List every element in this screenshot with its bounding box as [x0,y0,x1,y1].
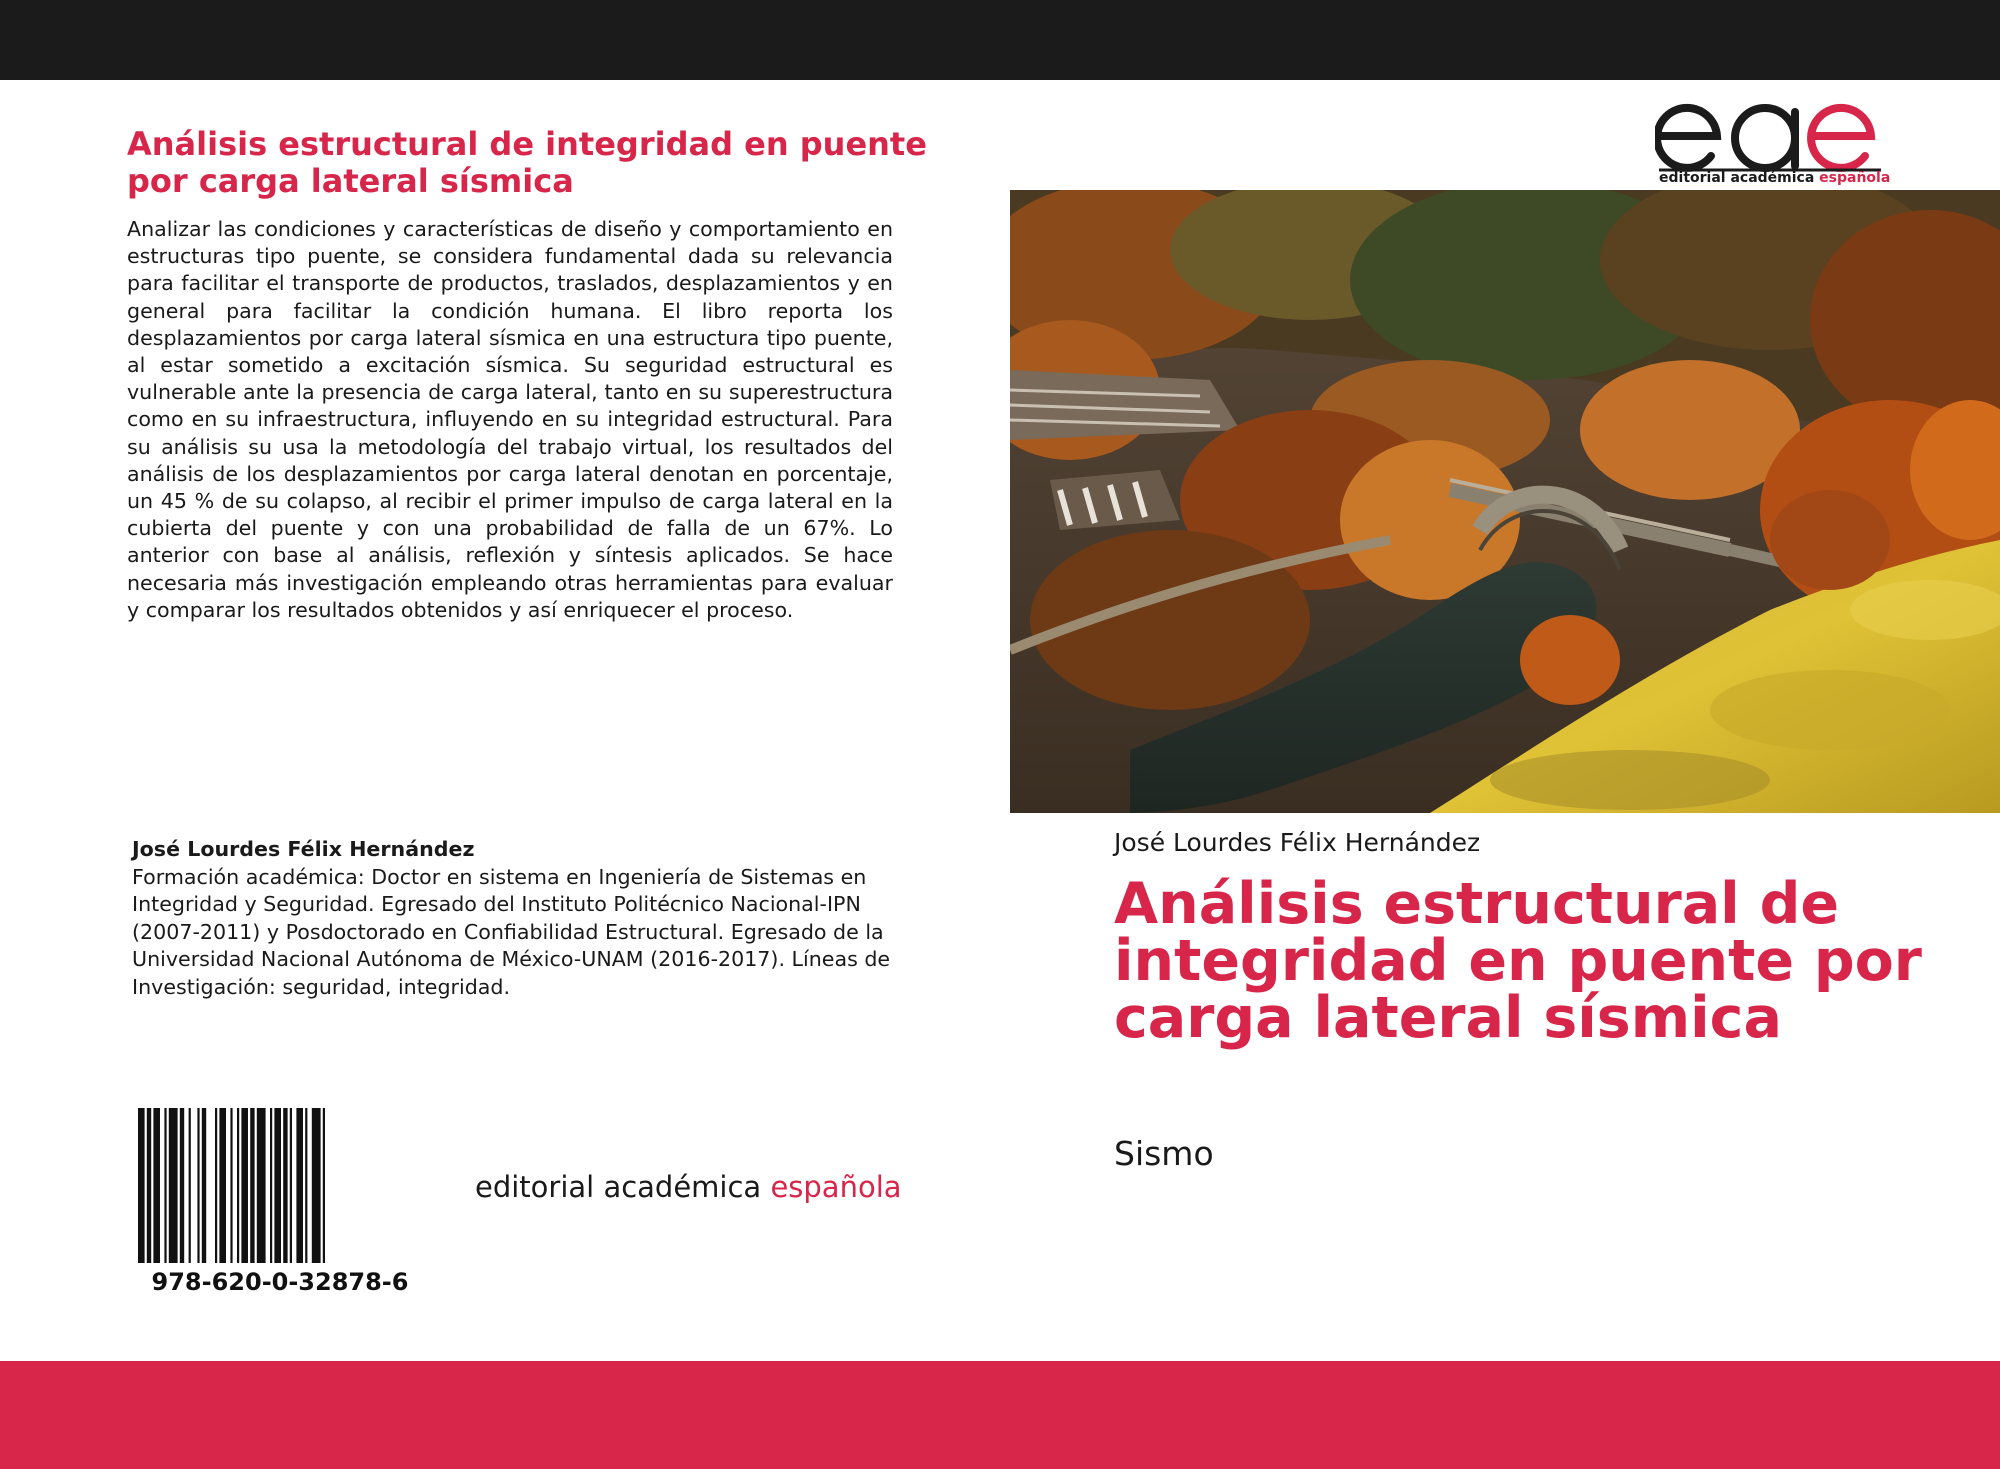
bottom-bar [0,1361,2000,1469]
front-cover-subtitle: Sismo [1114,1134,1214,1173]
cover-photo [1010,190,2000,813]
front-author-name: José Lourdes Félix Hernández [1114,828,1481,857]
logo-caption [1659,170,1890,186]
logo-caption-part2: española [1819,170,1891,186]
top-bar [0,0,2000,80]
publisher-logo [1655,96,1891,191]
bridge-landscape-image [1010,190,2000,813]
barcode-icon [138,1108,428,1263]
back-cover-title: Análisis estructural de integridad en puente por carga lateral sísmica [127,125,927,200]
publisher-name-part2: española [770,1170,902,1204]
author-block [132,836,902,1002]
logo-caption-part1: editorial académica [1659,170,1820,186]
front-cover-title: Análisis estructural de integridad en puente por carga lateral sísmica [1114,871,1922,1051]
back-publisher-name [475,1170,902,1204]
barcode-block [130,1108,430,1298]
back-author-bio: Formación académica: Doctor en sistema en Ingeniería de Sistemas en Integridad y Seguridad. Egresado del Instituto Politécnico Nacional-IPN (2007-2011) y Posdoctorado en Confiabilidad Estructural. Egresado de la Universidad Nacional Autónoma de México-UNAM (2016-2017). Líneas de Investigación: seguridad, integridad. [132,864,891,999]
back-author-name: José Lourdes Félix Hernández [132,837,475,861]
back-cover-blurb: Analizar las condiciones y características de diseño y comportamiento en estructuras tipo puente, se considera fundamental dada su relevancia para facilitar el transporte de productos, traslados, desplazamientos y en general para facilitar la condición humana. El libro reporta los desplazamientos por carga lateral sísmica en una estructura tipo puente, al estar sometido a excitación sísmica. Su seguridad estructural es vulnerable ante la presencia de carga lateral, tanto en su superestructura como en su infraestructura, influyendo en su integridad estructural. Para su análisis su usa la metodología del trabajo virtual, los resultados del análisis de los desplazamientos por carga lateral denotan en porcentaje, un 45 % de su colapso, al recibir el primer impulso de carga lateral en la cubierta del puente y con una probabilidad de falla de un 67%. Lo anterior con base al análisis, reflexión y síntesis aplicados. Se hace necesaria más investigación empleando otras herramientas para evaluar y comparar los resultados obtenidos y así enriquecer el proceso. [127,217,893,622]
eae-logo-icon [1655,96,1885,174]
isbn-number: 978-620-0-32878-6 [151,1268,409,1296]
publisher-name-part1: editorial académica [475,1170,771,1204]
